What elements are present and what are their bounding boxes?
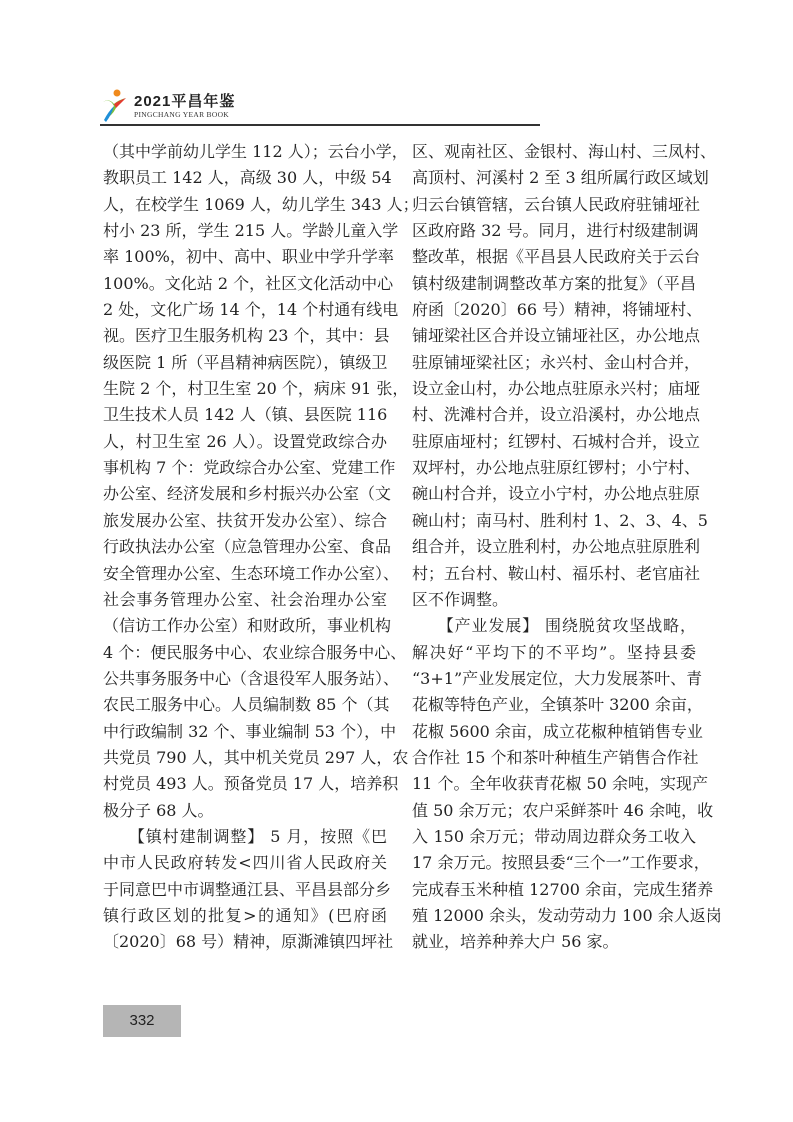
text-line: “3+1”产业发展定位，大力发展茶叶、青: [412, 668, 703, 688]
text-line: 【产业发展】 围绕脱贫攻坚战略，: [412, 616, 696, 636]
yearbook-logo-icon: [100, 88, 128, 124]
left-text-column: [103, 139, 419, 956]
text-line: 殖 12000 余头，发动劳动力 100 余人返岗: [412, 905, 722, 925]
text-line: 17 余万元。按照县委“三个一”工作要求，: [412, 853, 710, 873]
text-line: 中市人民政府转发<四川省人民政府关: [103, 853, 387, 873]
text-line: 11 个。全年收获青花椒 50 余吨，实现产: [412, 774, 708, 794]
text-line: 镇村级建制调整改革方案的批复》（平昌: [412, 273, 696, 293]
text-line: 教职员工 142 人，高级 30 人，中级 54: [103, 168, 392, 188]
yearbook-title: 2021平昌年鉴: [134, 93, 236, 110]
header-rule: [100, 124, 540, 126]
text-line: 解决好“平均下的不平均”。坚持县委: [412, 642, 696, 662]
text-line: 花椒等特色产业，全镇茶叶 3200 余亩，: [412, 695, 703, 715]
text-line: 合作社 15 个和茶叶种植生产销售合作社: [412, 747, 699, 767]
text-line: 视。医疗卫生服务机构 23 个，其中：县: [103, 326, 390, 346]
text-line: 于同意巴中市调整通江县、平昌县部分乡: [103, 879, 392, 899]
text-line: 组合并，设立胜利村，办公地点驻原胜利: [412, 537, 701, 557]
text-line: 高顶村、河溪村 2 至 3 组所属行政区域划: [412, 168, 709, 188]
text-line: 社会事务管理办公室、社会治理办公室: [103, 589, 387, 609]
text-line: 双坪村，办公地点驻原红锣村；小宁村、: [412, 458, 701, 478]
text-line: 就业，培养种养大户 56 家。: [412, 932, 619, 952]
text-line: 率 100%，初中、高中、职业中学升学率: [103, 247, 394, 267]
page-number: 332: [103, 1005, 181, 1037]
text-line: 人，在校学生 1069 人，幼儿学生 343 人；: [103, 194, 419, 214]
text-line: 100%。文化站 2 个，社区文化活动中心: [103, 273, 394, 293]
text-line: 公共事务服务中心（含退役军人服务站）、: [103, 668, 400, 688]
text-line: 完成春玉米种植 12700 余亩，完成生猪养: [412, 879, 714, 899]
text-line: 碗山村；南马村、胜利村 1、2、3、4、5: [412, 510, 708, 530]
text-line: 村小 23 所，学生 215 人。学龄儿童入学: [103, 221, 399, 241]
text-line: 村；五台村、鞍山村、福乐村、老官庙社: [412, 563, 701, 583]
text-line: 【镇村建制调整】 5 月，按照《巴: [103, 826, 387, 846]
text-line: 整改革，根据《平昌县人民政府关于云台: [412, 247, 701, 267]
text-line: 中行政编制 32 个、事业编制 53 个），中: [103, 721, 397, 741]
text-line: 卫生技术人员 142 人（镇、县医院 116: [103, 405, 388, 425]
text-line: 区不作调整。: [412, 589, 509, 609]
text-line: 生院 2 个，村卫生室 20 个，病床 91 张，: [103, 379, 409, 399]
text-line: 区政府路 32 号。同月，进行村级建制调: [412, 221, 699, 241]
text-line: 办公室、经济发展和乡村振兴办公室（文: [103, 484, 392, 504]
text-line: 府函〔2020〕66 号）精神，将铺垭村、: [412, 300, 703, 320]
text-line: 2 处，文化广场 14 个，14 个村通有线电: [103, 300, 399, 320]
text-line: 花椒 5600 余亩，成立花椒种植销售专业: [412, 721, 703, 741]
text-line: （信访工作办公室）和财政所，事业机构: [103, 616, 392, 636]
text-line: 村党员 493 人。预备党员 17 人，培养积: [103, 774, 399, 794]
text-line: 入 150 余万元；带动周边群众务工收入: [412, 826, 696, 846]
text-line: 驻原庙垭村；红锣村、石城村合并，设立: [412, 431, 701, 451]
page-header: [100, 88, 450, 128]
yearbook-subtitle: PINGCHANG YEAR BOOK: [134, 110, 230, 119]
right-text-column: [412, 139, 722, 956]
text-line: 农民工服务中心。人员编制数 85 个（其: [103, 695, 390, 715]
text-line: 镇行政区划的批复>的通知》(巴府函: [103, 905, 387, 925]
text-line: 4 个：便民服务中心、农业综合服务中心、: [103, 642, 407, 662]
text-line: （其中学前幼儿学生 112 人）；云台小学，: [103, 142, 408, 161]
text-line: 行政执法办公室（应急管理办公室、食品: [103, 537, 392, 557]
text-line: 驻原铺垭梁社区；永兴村、金山村合并，: [412, 352, 701, 372]
text-line: 碗山村合并，设立小宁村，办公地点驻原: [412, 484, 701, 504]
text-line: 〔2020〕68 号）精神，原澌滩镇四坪社: [103, 932, 394, 952]
text-line: 共党员 790 人，其中机关党员 297 人，农: [103, 747, 409, 767]
text-line: 铺垭梁社区合并设立铺垭社区，办公地点: [412, 326, 701, 346]
text-line: 设立金山村，办公地点驻原永兴村；庙垭: [412, 379, 701, 399]
text-line: 旅发展办公室、扶贫开发办公室）、综合: [103, 510, 387, 530]
text-line: 安全管理办公室、生态环境工作办公室）、: [103, 563, 400, 583]
text-line: 区、观南社区、金银村、海山村、三凤村、: [412, 142, 717, 161]
text-line: 事机构 7 个：党政综合办公室、党建工作: [103, 458, 396, 478]
text-line: 值 50 余万元；农户采鲜茶叶 46 余吨，收: [412, 800, 714, 820]
text-line: 归云台镇管辖，云台镇人民政府驻铺垭社: [412, 194, 701, 214]
text-line: 人，村卫生室 26 人）。设置党政综合办: [103, 431, 387, 451]
text-line: 村、洗滩村合并，设立沿溪村，办公地点: [412, 405, 701, 425]
text-line: 极分子 68 人。: [103, 800, 214, 820]
text-line: 级医院 1 所（平昌精神病医院），镇级卫: [103, 352, 388, 372]
